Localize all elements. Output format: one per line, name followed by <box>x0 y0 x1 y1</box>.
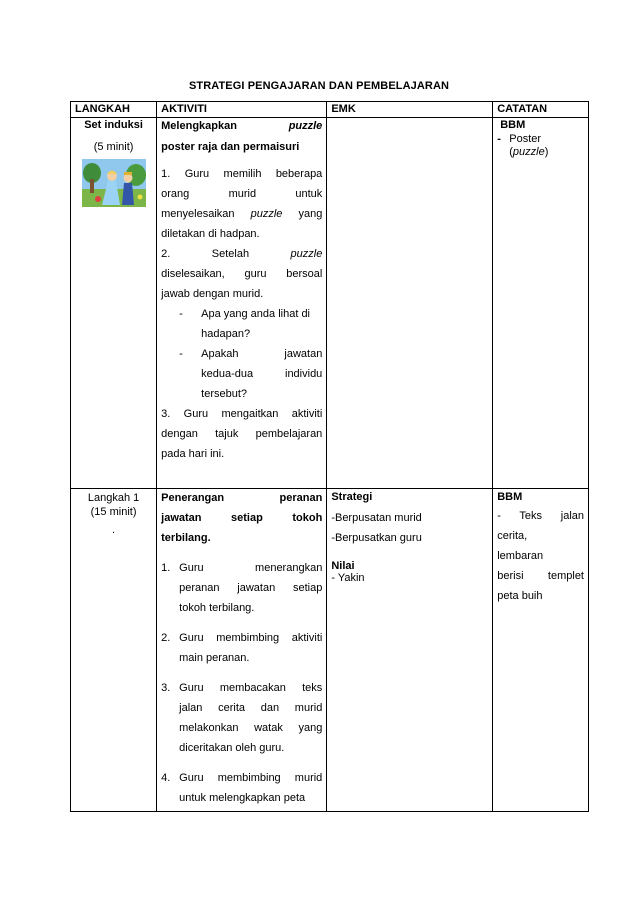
langkah-cell <box>71 118 157 489</box>
table-header-row <box>71 102 589 118</box>
bbm-item <box>497 133 584 159</box>
header-emk: EMK <box>327 102 493 118</box>
question-text: Apakah jawatan <box>201 348 323 360</box>
activity-text: diletakan di hadpan. <box>161 228 260 240</box>
bbm-text: Poster <box>509 133 542 145</box>
item-text: Guru menerangkan <box>179 562 323 574</box>
step-name: Langkah 1 <box>87 492 140 504</box>
emk-nilai-heading: Nilai <box>331 560 355 572</box>
item-text: melakonkan watak yang <box>179 722 323 734</box>
bbm-text: (puzzle) <box>509 146 549 158</box>
aktiviti-cell <box>157 118 327 489</box>
puzzle-poster-image <box>82 159 146 207</box>
activity-text: 3. Guru mengaitkan aktiviti <box>161 408 323 420</box>
item-text: Guru membacakan teks <box>179 682 323 694</box>
catatan-cell <box>493 118 589 489</box>
numbered-item <box>161 628 322 668</box>
activity-text: 1. Guru memilih beberapa <box>161 168 323 180</box>
activity-heading-line2: poster raja dan permaisuri <box>161 141 300 153</box>
question-item <box>179 304 322 344</box>
question-text: Apa yang anda lihat di <box>201 308 311 320</box>
emk-strategi-heading: Strategi <box>331 491 373 503</box>
activity-text: jawab dengan murid. <box>161 288 264 300</box>
bullet-dash: - <box>497 133 501 145</box>
question-item <box>179 344 322 404</box>
item-text: tokoh terbilang. <box>179 602 255 614</box>
bbm-text: peta buih <box>497 590 543 602</box>
bullet-dash: - <box>179 308 183 320</box>
question-text: tersebut? <box>201 388 248 400</box>
catatan-cell <box>493 489 589 812</box>
activity-heading: Penerangan peranan <box>161 492 323 504</box>
bbm-heading: BBM <box>500 119 526 131</box>
item-number: 3. <box>161 682 171 694</box>
aktiviti-cell <box>157 489 327 812</box>
langkah-cell <box>71 489 157 812</box>
table-row <box>71 489 589 812</box>
activity-heading: Melengkapkan puzzle <box>161 120 323 132</box>
item-text: jalan cerita dan murid <box>179 702 323 714</box>
item-text: Guru membimbing murid <box>179 772 323 784</box>
numbered-item <box>161 678 322 758</box>
activity-text: 2. Setelah puzzle <box>161 248 323 260</box>
activity-text: pada hari ini. <box>161 448 225 460</box>
bbm-text: berisi templet <box>497 570 584 582</box>
step-duration: (5 minit) <box>93 141 134 153</box>
document-title: STRATEGI PENGAJARAN DAN PEMBELAJARAN <box>188 80 450 92</box>
activity-text: orang murid untuk <box>161 188 323 200</box>
header-langkah: LANGKAH <box>71 102 157 118</box>
activity-heading-line2: jawatan setiap tokoh <box>161 512 323 524</box>
lesson-plan-table <box>70 101 589 812</box>
numbered-item <box>161 768 322 808</box>
table-row <box>71 118 589 489</box>
activity-text: menyelesaikan puzzle yang <box>161 208 323 220</box>
numbered-item <box>161 558 322 618</box>
item-text: peranan jawatan setiap <box>179 582 323 594</box>
item-text: diceritakan oleh guru. <box>179 742 285 754</box>
item-number: 1. <box>161 562 171 574</box>
bullet-dash: - <box>179 348 183 360</box>
question-text: hadapan? <box>201 328 251 340</box>
emk-cell <box>327 118 493 489</box>
bbm-text: - Teks jalan <box>497 510 584 522</box>
bbm-heading: BBM <box>497 491 523 503</box>
item-text: untuk melengkapkan peta <box>179 792 306 804</box>
header-catatan: CATATAN <box>493 102 589 118</box>
header-aktiviti: AKTIVITI <box>157 102 327 118</box>
activity-heading-line3: terbilang. <box>161 532 211 544</box>
bbm-text: lembaran <box>497 550 544 562</box>
emk-cell <box>327 489 493 812</box>
emk-text: - Yakin <box>331 572 365 584</box>
item-number: 2. <box>161 632 171 644</box>
emk-text: -Berpusatkan guru <box>331 532 422 544</box>
activity-text: dengan tajuk pembelajaran <box>161 428 323 440</box>
item-text: main peranan. <box>179 652 250 664</box>
emk-text: -Berpusatan murid <box>331 512 422 524</box>
bbm-text: cerita, <box>497 530 528 542</box>
step-name: Set induksi <box>84 119 143 131</box>
item-number: 4. <box>161 772 171 784</box>
step-duration: (15 minit) <box>90 506 137 518</box>
question-text: kedua-dua individu <box>201 368 323 380</box>
stray-mark: . <box>112 524 116 536</box>
activity-text: diselesaikan, guru bersoal <box>161 268 323 280</box>
item-text: Guru membimbing aktiviti <box>179 632 323 644</box>
